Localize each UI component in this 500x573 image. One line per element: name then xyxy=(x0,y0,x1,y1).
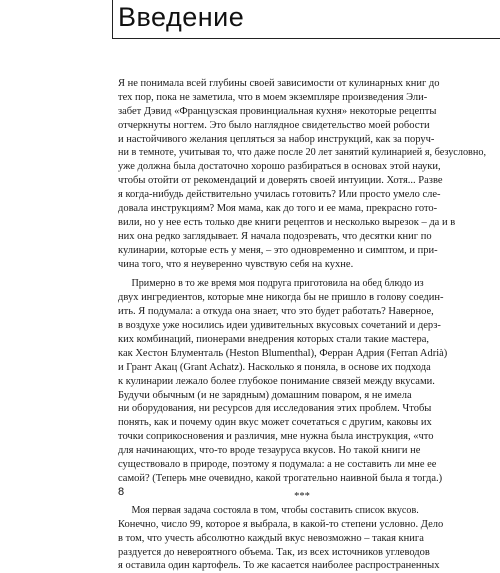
chapter-heading: Введение xyxy=(118,2,245,32)
text-line: двух ингредиентов, которые мне никогда бы не пришло в голову соедин- xyxy=(118,292,444,304)
text-line: них она редко заглядывает. Я начала подозревать, что десятки книг по xyxy=(118,230,432,242)
text-line: я когда-нибудь действительно училась готовить? Или просто умело сле- xyxy=(118,189,441,201)
text-line: Моя первая задача состояла в том, чтобы составить список вкусов. xyxy=(131,504,419,516)
text-line: ни оборудования, ни ресурсов для исследования этих проблем. Чтобы xyxy=(118,403,432,415)
text-line: ни в темноте, учитывая то, что даже после 20 лет занятий кулинарией я, безусловно, xyxy=(118,147,487,159)
text-line: точки соприкосновения и различия, мне нужна была инструкция, «что xyxy=(118,431,434,443)
heading-rule-vertical xyxy=(112,0,113,39)
text-line: и Грант Акац (Grant Achatz). Насколько я поняла, в основе их подхода xyxy=(118,361,431,373)
text-line: отчеркнуты ногтем. Это было наглядное свидетельство моей робости xyxy=(118,119,430,131)
text-line: кулинарии, которые есть у меня, – это одновременно и симптом, и при- xyxy=(118,244,438,256)
text-line: как Хестон Блументаль (Heston Blumenthal), Ферран Адрия (Ferran Adrià) xyxy=(118,347,448,359)
text-line: раздуется до невероятного объема. Так, из всех источников углеводов xyxy=(118,546,430,558)
text-line: я оставила один картофель. То же касается наиболее распространенных xyxy=(118,560,440,572)
text-line: чтобы отойти от рекомендаций и доверять своей интуиции. Хотя... Разве xyxy=(118,175,443,187)
text-line: забет Дэвид «Французская провинциальная кухня» некоторые рецепты xyxy=(118,105,437,117)
text-line: самой? (Теперь мне очевидно, какой трогательно наивной была я тогда.) xyxy=(118,472,443,484)
text-line: довала инструкциям? Моя мама, как до того и ее мама, прекрасно гото- xyxy=(118,203,438,215)
text-line: в том, что учесть абсолютно каждый вкус невозможно – такая книга xyxy=(118,532,424,544)
text-line: в воздухе уже носились идеи удивительных вкусовых сочетаний и дерз- xyxy=(118,320,441,332)
text-line: Примерно в то же время моя подруга приготовила на обед блюдо из xyxy=(131,278,424,290)
section-separator: *** xyxy=(294,490,310,502)
text-line: ких комбинаций, пионерами внедрения которых стали такие мастера, xyxy=(118,334,430,346)
page-number: 8 xyxy=(118,486,125,498)
text-line: ить. Я подумала: а откуда она знает, что это будет работать? Наверное, xyxy=(118,306,434,318)
text-line: вили, но у нее есть только две книги рецептов и несколько вырезок – да и в xyxy=(118,216,456,228)
text-line: тех пор, пока не заметила, что в моем экземпляре произведения Эли- xyxy=(118,91,428,103)
heading-rule xyxy=(112,38,500,39)
text-line: для начинающих, что-то вроде тезауруса вкусов. Но такой книги не xyxy=(118,445,421,457)
text-line: к кулинарии лежало более глубокое понимание связей между вкусами. xyxy=(118,375,435,387)
text-line: и настойчивого желания цепляться за набор инструкций, как за поруч- xyxy=(118,133,435,145)
text-line: существовало в природе, поэтому я подумала: а не составить ли мне ее xyxy=(118,459,437,471)
text-line: уже должна была достаточно хорошо разбираться в основах этой науки, xyxy=(118,161,441,173)
text-line: Я не понимала всей глубины своей зависимости от кулинарных книг до xyxy=(118,78,440,89)
text-line: чина того, что я неуверенно чувствую себя на кухне. xyxy=(118,258,354,270)
text-line: Будучи обычным (и не зарядным) домашним поваром, я не имела xyxy=(118,389,412,401)
text-line: понять, как и почему один вкус может сочетаться с другим, каковы их xyxy=(118,417,432,429)
body-text xyxy=(118,77,486,573)
text-line: Конечно, число 99, которое я выбрала, в какой-то степени условно. Дело xyxy=(118,518,444,530)
